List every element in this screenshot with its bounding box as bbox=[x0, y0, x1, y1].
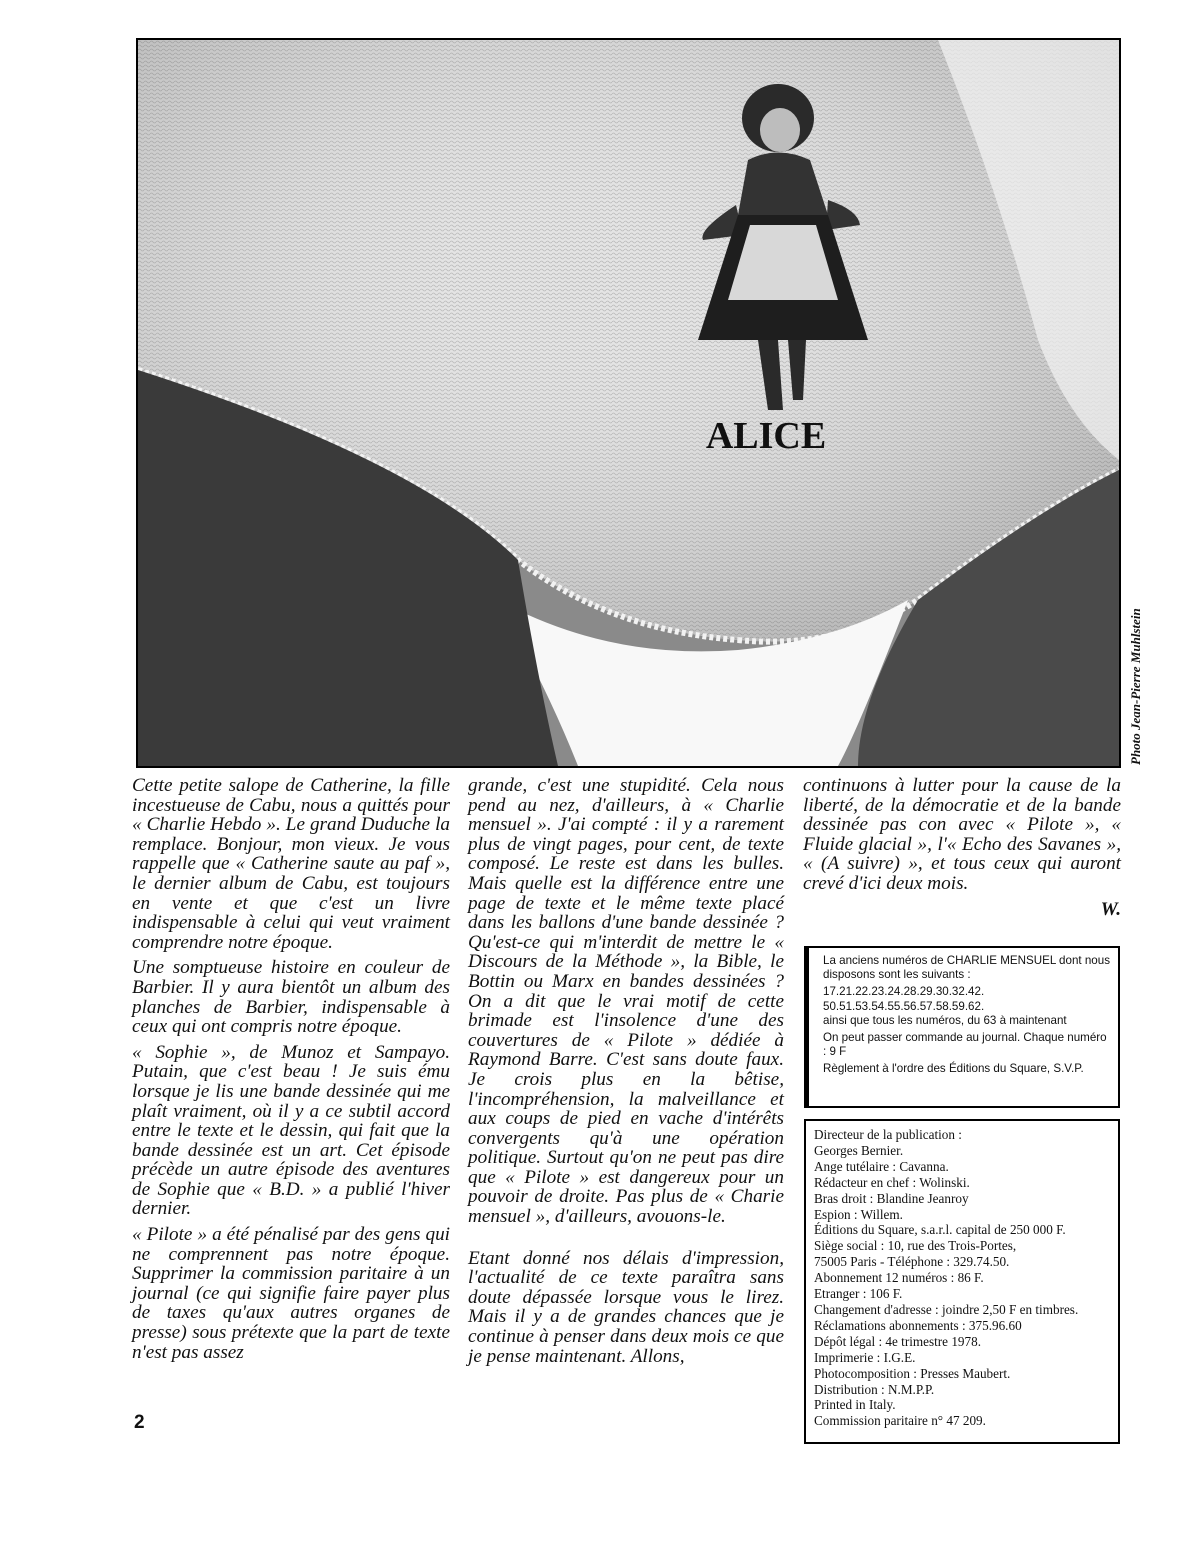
masthead-line: Réclamations abonnements : 375.96.60 bbox=[814, 1317, 1022, 1333]
masthead-line: Printed in Italy. bbox=[814, 1397, 896, 1413]
article-column-2 bbox=[468, 776, 784, 1372]
masthead-line: Changement d'adresse : joindre 2,50 F en timbres. bbox=[814, 1301, 1079, 1317]
paragraph: continuons à lutter pour la cause de la liberté, de la démocratie et de la bande dessinée pas con avec « Pilote », « Fluide glacial », l'« Echo des Savanes », « (A suivre) », et tous ceux qui auront crevé d'ici deux mois. bbox=[803, 775, 1121, 894]
masthead-line: Bras droit : Blandine Jeanroy bbox=[814, 1190, 969, 1206]
masthead-line: Ange tutélaire : Cavanna. bbox=[814, 1158, 949, 1174]
masthead-line: 75005 Paris - Téléphone : 329.74.50. bbox=[814, 1254, 1010, 1270]
masthead-line: Siège social : 10, rue des Trois-Portes, bbox=[814, 1238, 1017, 1254]
masthead-line: Etranger : 106 F. bbox=[814, 1286, 903, 1302]
masthead-line: Commission paritaire n° 47 209. bbox=[814, 1413, 986, 1429]
paragraph: Etant donné nos délais d'impression, l'actualité de ce texte paraîtra sans doute dépassée lorsque vous le lirez. Mais il y a de grandes chances que je continue à penser dans deux mois ce que je pense maintenant. Allons, bbox=[468, 1247, 784, 1367]
box-line: La anciens numéros de CHARLIE MENSUEL dont nous disposons sont les suivants : bbox=[823, 954, 1110, 982]
signature: W. bbox=[1100, 898, 1121, 920]
article-photo bbox=[136, 38, 1121, 768]
box-line: Règlement à l'ordre des Éditions du Square, S.V.P. bbox=[823, 1062, 1084, 1076]
box-line: 50.51.53.54.55.56.57.58.59.62. bbox=[823, 999, 985, 1013]
box-line: 17.21.22.23.24.28.29.30.32.42. bbox=[823, 985, 985, 999]
masthead-line: Rédacteur en chef : Wolinski. bbox=[814, 1174, 970, 1190]
masthead-line: Éditions du Square, s.a.r.l. capital de 250 000 F. bbox=[814, 1222, 1066, 1238]
masthead-line: Distribution : N.M.P.P. bbox=[814, 1381, 935, 1397]
article-column-1 bbox=[132, 776, 450, 1368]
article-column-3 bbox=[803, 776, 1121, 919]
paragraph: « Sophie », de Munoz et Sampayo. Putain, que c'est beau ! Je suis ému lorsque je lis une bande dessinée qui me plaît vraiment, où il y a ce subtil accord entre le texte et le dessin, qui fait que la bande dessinée est un art. Cet épisode précède un autre épisode des aventures de Sophie que « B.D. » a publié l'hiver dernier. bbox=[132, 1041, 450, 1220]
masthead-line: Dépôt légal : 4e trimestre 1978. bbox=[814, 1333, 981, 1349]
masthead-line: Imprimerie : I.G.E. bbox=[814, 1349, 916, 1365]
paragraph: Cette petite salope de Catherine, la fille incestueuse de Cabu, nous a quittés pour « Charlie Hebdo ». Le grand Duduche la remplace. Bonjour, mon vieux. Je vous rappelle que « Catherine saute au paf », le dernier album de Cabu, est toujours en vente et que c'est un livre indispensable à celui qui veut vraiment comprendre notre époque. bbox=[132, 775, 450, 953]
photo-credit: Photo Jean-Pierre Muhlstein bbox=[1128, 608, 1143, 765]
paragraph: grande, c'est une stupidité. Cela nous pend au nez, d'ailleurs, à « Charlie mensuel ». J'ai compté : il y a rarement plus de vingt pages, pour cent, de texte composé. Le reste est dans les bulles. Mais quelle est la différence entre une page de texte et le même texte placé dans les ballons d'une bande dessinée ? Qu'est-ce qui m'interdit de mettre le « Discours de la Méthode », la Bible, le Bottin ou Marx en bandes dessinées ? On a dit que le vrai motif de cette brimade est l'insolence d'une des couvertures de « Pilote » dédiée à Raymond Barre. C'est sans doute faux. Je crois plus en la bêtise, l'incompréhension, la malveillance et aux coups de pied en vache d'intérêts convergents qu'à une opération politique. Surtout qu'on ne peut pas dire que « Pilote » est dangereux pour un pouvoir de droite. Pas plus de « Charie mensuel », d'ailleurs, avouons-le. bbox=[468, 775, 784, 1228]
box-line: On peut passer commande au journal. Chaque numéro : 9 F bbox=[823, 1031, 1107, 1059]
masthead-box bbox=[804, 1119, 1120, 1444]
paragraph: « Pilote » a été pénalisé par des gens qui ne comprennent pas notre époque. Supprimer la commission paritaire à un journal (ce qui signifie faire payer plus de taxes qu'aux autres organes de presse) sous prétexte que la part de texte n'est pas assez bbox=[132, 1224, 450, 1363]
page-number: 2 bbox=[134, 1412, 145, 1433]
back-issues-box bbox=[804, 946, 1120, 1108]
box-line: ainsi que tous les numéros, du 63 à maintenant bbox=[823, 1013, 1067, 1027]
masthead-line: Espion : Willem. bbox=[814, 1206, 903, 1222]
paragraph: Une somptueuse histoire en couleur de Barbier. Il y aura bientôt un album des planches de Barbier, indispensable à ceux qui ont compris notre époque. bbox=[132, 957, 450, 1038]
masthead-line: Directeur de la publication : bbox=[814, 1127, 962, 1142]
alice-logo-text: ALICE bbox=[705, 415, 827, 457]
masthead-line: Abonnement 12 numéros : 86 F. bbox=[814, 1270, 984, 1286]
photo-panties-alice bbox=[138, 40, 1119, 766]
masthead-line: Georges Bernier. bbox=[814, 1142, 904, 1158]
masthead-line: Photocomposition : Presses Maubert. bbox=[814, 1365, 1011, 1381]
